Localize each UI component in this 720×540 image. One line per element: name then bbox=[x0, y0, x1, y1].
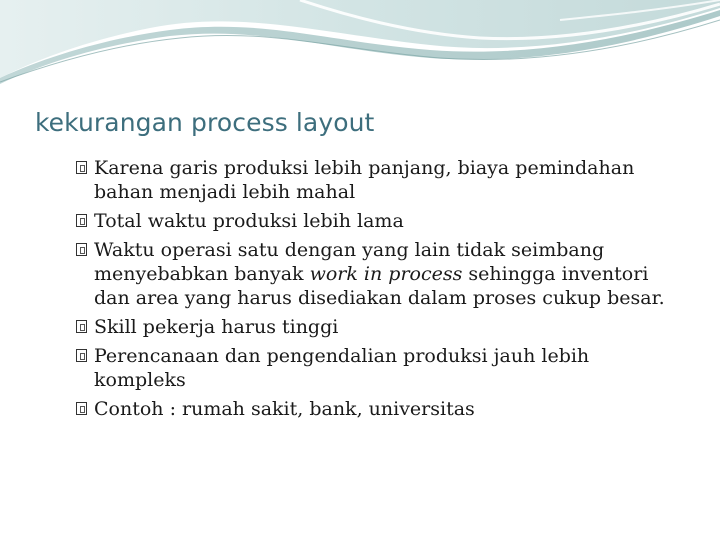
bullet-text: Perencanaan dan pengendalian produksi jauh lebih kompleks bbox=[94, 345, 590, 391]
bullet-text: Karena garis produksi lebih panjang, biaya pemindahan bahan menjadi lebih mahal bbox=[94, 157, 635, 203]
bullet-box-icon bbox=[76, 214, 87, 227]
bullet-box-icon bbox=[76, 349, 87, 362]
bullet-text: Skill pekerja harus tinggi bbox=[94, 316, 339, 338]
bullet-item bbox=[76, 238, 686, 310]
bullet-text: Contoh : rumah sakit, bank, universitas bbox=[94, 398, 475, 420]
bullet-box-icon bbox=[76, 243, 87, 256]
wave-decoration-icon bbox=[0, 0, 720, 90]
bullet-item bbox=[76, 156, 686, 204]
slide-title: kekurangan process layout bbox=[35, 108, 375, 137]
bullet-text-after: sehingga inventori dan area yang harus disediakan dalam proses cukup besar. bbox=[94, 263, 665, 309]
bullet-item bbox=[76, 397, 686, 421]
bullet-item bbox=[76, 209, 686, 233]
bullet-box-icon bbox=[76, 161, 87, 174]
bullet-box-icon bbox=[76, 402, 87, 415]
bullet-list bbox=[76, 156, 686, 426]
bullet-box-icon bbox=[76, 320, 87, 333]
bullet-text-emphasis: work in process bbox=[309, 263, 463, 285]
bullet-item bbox=[76, 315, 686, 339]
bullet-text-before: Waktu operasi satu dengan yang lain tidak seimbang menyebabkan banyak bbox=[94, 239, 605, 285]
bullet-text: Total waktu produksi lebih lama bbox=[94, 210, 404, 232]
bullet-item bbox=[76, 344, 686, 392]
